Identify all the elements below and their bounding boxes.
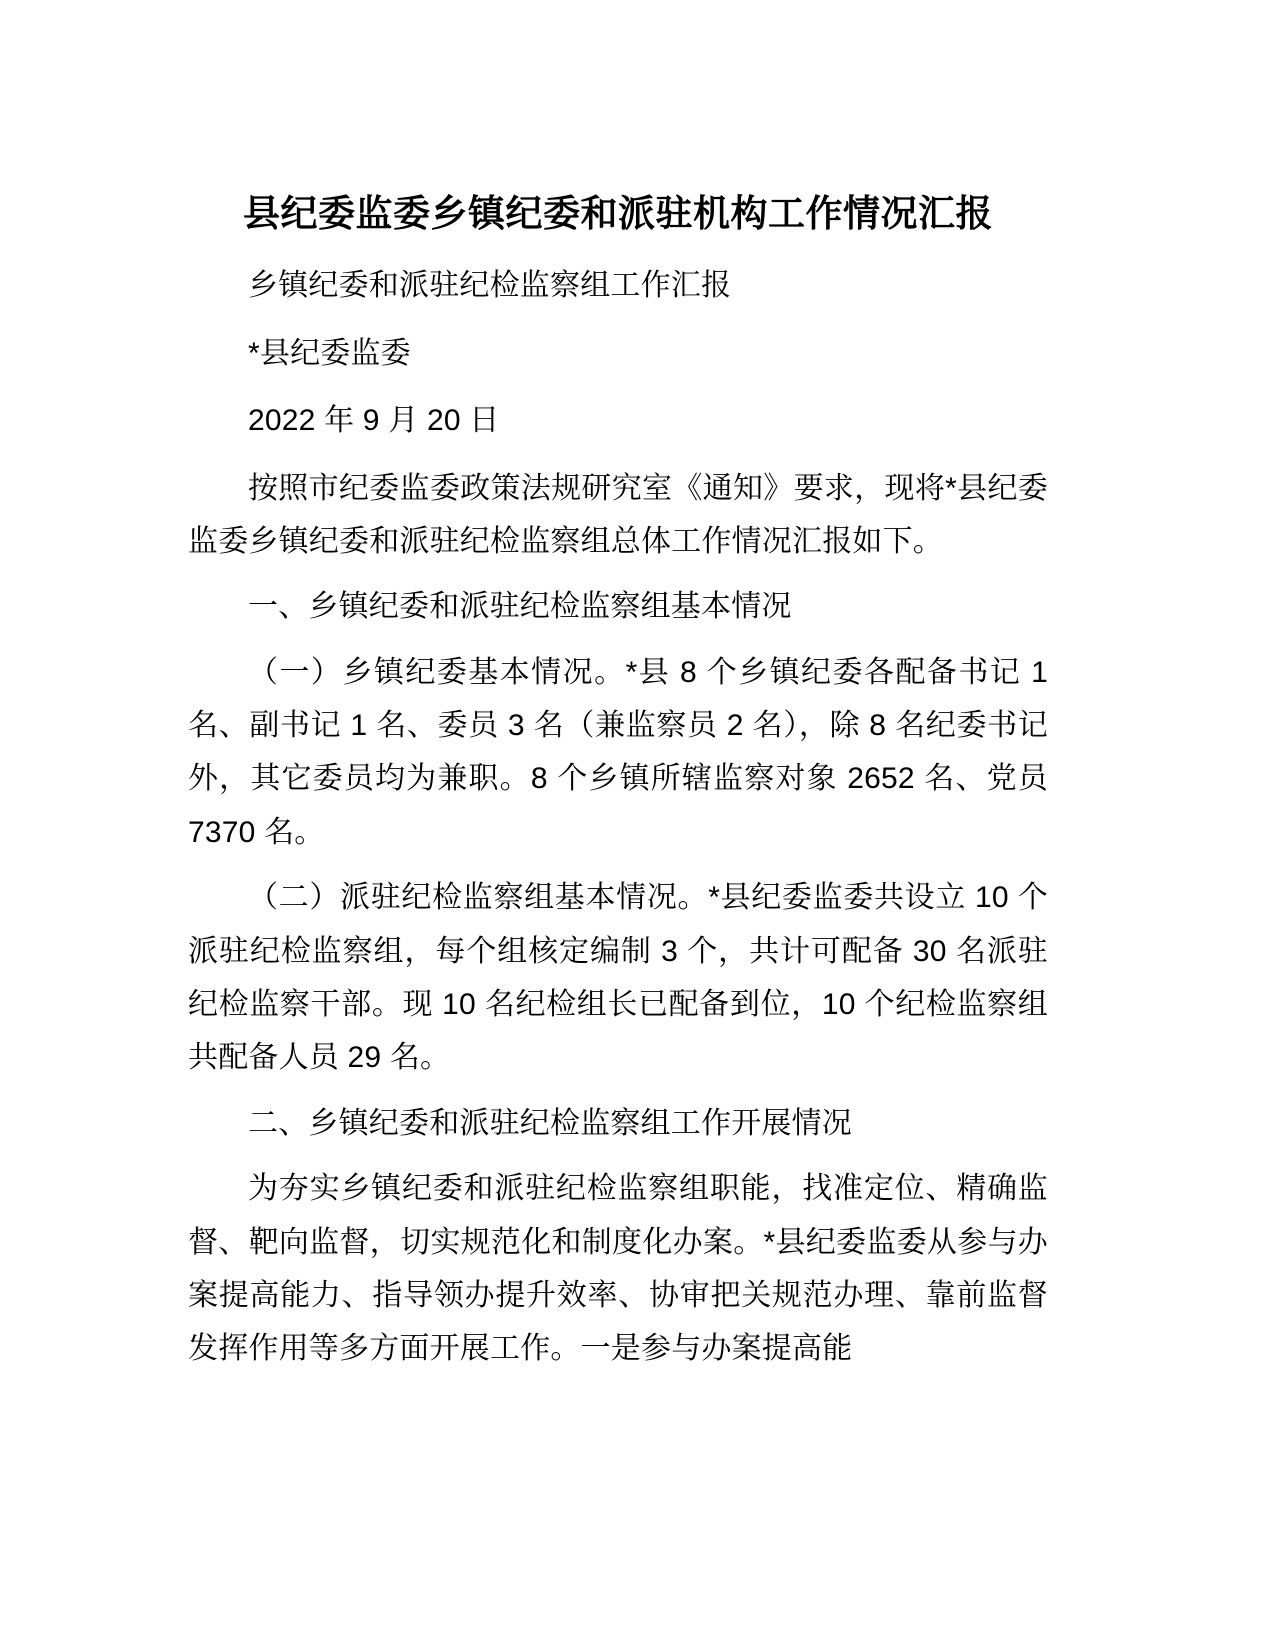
- document-subtitle: 乡镇纪委和派驻纪检监察组工作汇报: [248, 269, 732, 303]
- section-one-paragraph-1: （一）乡镇纪委基本情况。*县 8 个乡镇纪委各配备书记 1 名、副书记 1 名、委员 3 名（兼监察员 2 名），除 8 名纪委书记外，其它委员均为兼职。8 个乡镇所辖监察对象 2652 名、党员 7370 名。: [188, 655, 1048, 849]
- document-body: [188, 190, 1048, 1388]
- document-date: 2022 年 9 月 20 日: [248, 404, 500, 438]
- section-two-paragraph-1: 为夯实乡镇纪委和派驻纪检监察组职能，找准定位、精确监督、靶向监督，切实规范化和制度化办案。*县纪委监委从参与办案提高能力、指导领办提升效率、协审把关规范办理、靠前监督发挥作用等多方面开展工作。一是参与办案提高能: [188, 1172, 1048, 1366]
- section-heading-one: 一、乡镇纪委和派驻纪检监察组基本情况: [248, 590, 792, 624]
- section-heading-two: 二、乡镇纪委和派驻纪检监察组工作开展情况: [248, 1106, 852, 1140]
- intro-paragraph: 按照市纪委监委政策法规研究室《通知》要求，现将*县纪委监委乡镇纪委和派驻纪检监察组总体工作情况汇报如下。: [188, 471, 1048, 558]
- page-title: 县纪委监委乡镇纪委和派驻机构工作情况汇报: [243, 193, 993, 234]
- document-organization: *县纪委监委: [248, 336, 411, 370]
- section-one-paragraph-2: （二）派驻纪检监察组基本情况。*县纪委监委共设立 10 个派驻纪检监察组，每个组核定编制 3 个，共计可配备 30 名派驻纪检监察干部。现 10 名纪检组长已配备到位，10 个纪检监察组共配备人员 29 名。: [188, 881, 1048, 1075]
